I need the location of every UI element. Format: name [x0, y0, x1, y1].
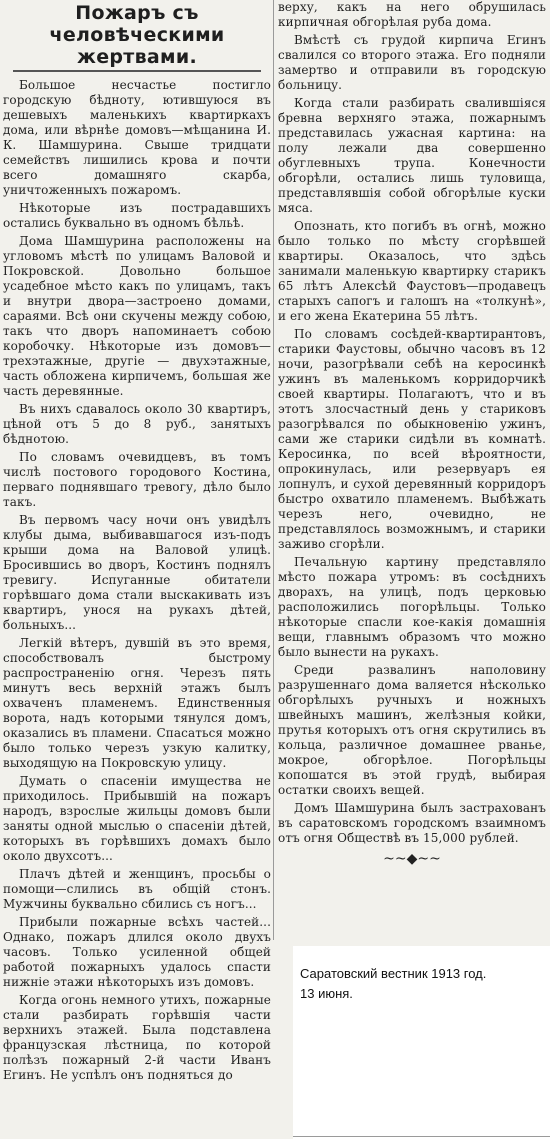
- article-left-column: [3, 0, 271, 1086]
- caption-source: Саратовский вестник 1913 год.: [300, 966, 487, 981]
- article-paragraph: Легкій вѣтеръ, дувшій въ это время, способствовалъ быстрому распространенію огня. Черезъ пять минутъ весь верхній этажъ былъ охваченъ пламенемъ. Единственныя ворота, надъ которыми тянулся домъ, оказались въ пламени. Спасаться можно было только черезъ узкую калитку, выходящую на Покровскую улицу.: [3, 636, 271, 770]
- article-paragraph: Нѣкоторые изъ пострадавшихъ остались буквально въ одномъ бѣльѣ.: [3, 201, 271, 230]
- article-paragraph: Когда стали разбирать свалившіяся бревна верхняго этажа, пожарнымъ представилась ужасная картина: на полу лежали два совершенно обуглевныхъ трупа. Конечности обгорѣли, остались лишь туловища, представлявшія собой обгорѣлые куски мяса.: [278, 96, 546, 215]
- article-paragraph: Дома Шамшурина расположены на угловомъ мѣстѣ по улицамъ Валовой и Покровской. Довольно большое усадебное мѣсто какъ по улицамъ, такъ и внутри двора—застроено домами, сараями. Всѣ они скучены между собою, такъ что дворъ напоминаетъ собою коробочку. Нѣкоторые изъ домовъ—трехэтажные, другіе — двухэтажные, часть обложена кирпичемъ, большая же часть деревянные.: [3, 234, 271, 398]
- article-paragraph: Когда огонь немного утихъ, пожарные стали разбирать горѣвшія части верхнихъ этажей. Была подставлена французская лѣстница, по которой полѣзъ пожарный 2-й части Иванъ Егинъ. Не успѣлъ онъ подняться до: [3, 993, 271, 1082]
- article-paragraph: Опознать, кто погибъ въ огнѣ, можно было только по мѣсту сгорѣвшей квартиры. Оказалось, что здѣсь занимали маленькую квартирку старикъ 65 лѣтъ Алексѣй Фаустовъ—продавецъ старыхъ сапогъ и галошъ на «толкунѣ», и его жена Екатерина 55 лѣтъ.: [278, 219, 546, 323]
- caption-date: 13 июня.: [300, 986, 353, 1001]
- article-paragraph: Думать о спасеніи имущества не приходилось. Прибывшій на пожаръ народъ, взрослые жильцы домовъ были заняты одной мыслью о спасеніи дѣтей, которыхъ въ горѣвшихъ домахъ было около двухсотъ...: [3, 774, 271, 863]
- article-paragraph: Среди развалинъ наполовину разрушеннаго дома валяется нѣсколько обгорѣлыхъ ручныхъ и ножныхъ швейныхъ машинъ, желѣзныя койки, прутья которыхъ отъ огня скрутились въ кольца, различное домашнее рванье, мокрое, обгорѣлое. Погорѣльцы копошатся въ этой грудѣ, выбирая остатки своихъ вещей.: [278, 663, 546, 797]
- article-paragraph: По словамъ очевидцевъ, въ томъ числѣ постового городового Костина, перваго поднявшаго тревогу, дѣло было такъ.: [3, 450, 271, 509]
- column-divider: [273, 0, 274, 940]
- end-flourish: ~~◆~~: [383, 851, 441, 867]
- article-paragraph: Вмѣстѣ съ грудой кирпича Егинъ свалился со второго этажа. Его подняли замертво и отправили въ городскую больницу.: [278, 33, 546, 92]
- article-paragraph: Печальную картину представляло мѣсто пожара утромъ: въ сосѣднихъ дворахъ, на улицѣ, подъ церковью расположились погорѣльцы. Только нѣкоторые спасли кое-какія домашнія вещи, главнымъ образомъ что можно было вынести на рукахъ.: [278, 555, 546, 659]
- source-caption: [293, 946, 550, 1139]
- headline-rule: [13, 70, 261, 72]
- article-paragraph: верху, какъ на него обрушилась кирпичная обгорѣлая руба дома.: [278, 0, 546, 29]
- article-paragraph: Прибыли пожарные всѣхъ частей... Однако, пожаръ длился около двухъ часовъ. Только усиленной общей работой пожарныхъ удалось спасти нижніе этажи нѣкоторыхъ изъ домовъ.: [3, 915, 271, 989]
- article-paragraph: Въ нихъ сдавалось около 30 квартиръ, цѣной отъ 5 до 8 руб., занятыхъ бѣднотою.: [3, 402, 271, 446]
- article-paragraph: Домъ Шамшурина былъ застрахованъ въ саратовскомъ городскомъ взаимномъ отъ огня Обществѣ въ 15,000 рублей.: [278, 801, 546, 845]
- article-right-column: [278, 0, 546, 872]
- article-paragraph: По словамъ сосѣдей-квартирантовъ, старики Фаустовы, обычно часовъ въ 12 ночи, разогрѣвали себѣ на керосинкѣ ужинъ въ маленькомъ корридорчикѣ своей квартиры. Полагаютъ, что и въ этотъ злосчастный день у стариковъ разогрѣвался по обыкновенію ужинъ, сами же старики сидѣли въ комнатѣ. Керосинка, по всей вѣроятности, опрокинулась, или резервуаръ ея лопнулъ, и сухой деревянный корридоръ быстро охватило пламенемъ. Выбѣжать черезъ него, очевидно, не представлялось возможнымъ, и старики заживо сгорѣли.: [278, 327, 546, 551]
- article-paragraph: Въ первомъ часу ночи онъ увидѣлъ клубы дыма, выбивавшагося изъ-подъ крыши дома на Валовой улицѣ. Бросившись во дворъ, Костинъ поднялъ тревигу. Испуганные обитатели горѣвшаго дома стали выскакивать изъ квартиръ, унося на рукахъ дѣтей, больныхъ...: [3, 513, 271, 632]
- article-paragraph: Плачъ дѣтей и женщинъ, просьбы о помощи—слились въ общій стонъ. Мужчины буквально сбились съ ногъ...: [3, 867, 271, 911]
- article-paragraph: Большое несчастье постигло городскую бѣдноту, ютившуюся въ дешевыхъ маленькихъ квартиркахъ дома, или вѣрнѣе домовъ—мѣщанина И. К. Шамшурина. Свыше тридцати семействъ лишились крова и почти всего домашняго скарба, уничтоженныхъ пожаромъ.: [3, 78, 271, 197]
- article-headline: Пожаръ съ человѣческими жертвами.: [49, 2, 225, 68]
- caption-rule: [293, 1136, 550, 1137]
